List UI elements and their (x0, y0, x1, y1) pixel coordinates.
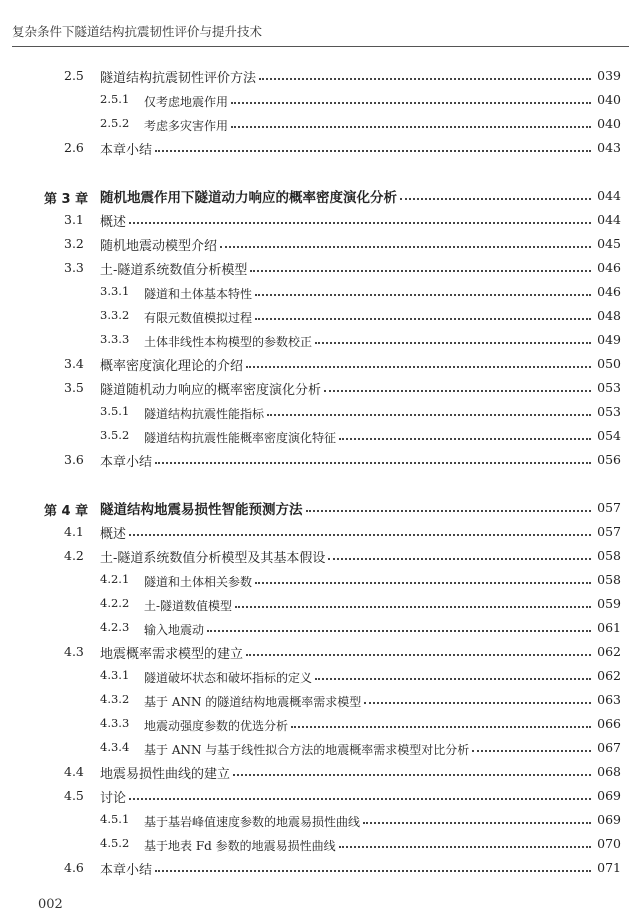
toc-entry (0, 88, 641, 110)
page-ref: 071 (597, 860, 621, 875)
page-ref: 069 (597, 788, 621, 803)
toc-entry (0, 808, 641, 830)
toc-entry (0, 568, 641, 590)
toc-chapter-entry (0, 184, 641, 206)
toc-entry (0, 736, 641, 758)
section-title: 土-隧道系统数值分析模型 (100, 259, 250, 278)
title-leader (100, 544, 591, 566)
title-leader (144, 712, 591, 734)
header-rule (12, 46, 629, 47)
dot-leader (315, 342, 591, 344)
title-leader (100, 520, 591, 542)
toc-chapter-entry (0, 496, 641, 518)
section-number: 3.2 (64, 236, 84, 251)
page-ref: 062 (597, 644, 621, 659)
toc-entry (0, 664, 641, 686)
section-title: 概述 (100, 523, 129, 542)
toc-entry (0, 328, 641, 350)
section-title: 土-隧道系统数值分析模型及其基本假设 (100, 547, 328, 566)
section-number: 4.3.1 (100, 668, 130, 682)
section-title: 隧道和土体相关参数 (144, 573, 255, 590)
section-title: 仅考虑地震作用 (144, 93, 231, 110)
title-leader (100, 136, 591, 158)
title-leader (100, 784, 591, 806)
section-number: 4.3 (64, 644, 84, 659)
section-number: 4.2.3 (100, 620, 130, 634)
dot-leader (250, 270, 591, 272)
page-ref: 040 (597, 92, 621, 107)
toc-entry (0, 856, 641, 878)
section-number: 4.6 (64, 860, 84, 875)
dot-leader (267, 414, 591, 416)
section-number: 3.3.1 (100, 284, 130, 298)
dot-leader (315, 678, 591, 680)
page-ref: 045 (597, 236, 621, 251)
page-ref: 054 (597, 428, 621, 443)
section-number: 4.3.3 (100, 716, 130, 730)
page-ref: 056 (597, 452, 621, 467)
dot-leader (207, 630, 591, 632)
toc-entry (0, 256, 641, 278)
title-leader (144, 304, 591, 326)
page-ref: 048 (597, 308, 621, 323)
toc-entry (0, 688, 641, 710)
page-ref: 044 (597, 212, 621, 227)
title-leader (100, 640, 591, 662)
section-number: 4.5 (64, 788, 84, 803)
page-ref: 053 (597, 380, 621, 395)
page-ref: 066 (597, 716, 621, 731)
page-ref: 040 (597, 116, 621, 131)
section-number: 2.5 (64, 68, 84, 83)
section-number: 3.5.1 (100, 404, 130, 418)
dot-leader (324, 390, 591, 392)
page-ref: 063 (597, 692, 621, 707)
section-number: 4.2.2 (100, 596, 130, 610)
toc-entry (0, 760, 641, 782)
dot-leader (339, 846, 591, 848)
dot-leader (233, 774, 591, 776)
page-ref: 059 (597, 596, 621, 611)
toc-entry (0, 712, 641, 734)
section-title: 本章小结 (100, 139, 155, 158)
page-ref: 061 (597, 620, 621, 635)
title-leader (144, 88, 591, 110)
title-leader (144, 736, 591, 758)
page-ref: 057 (597, 500, 621, 515)
section-title: 隧道结构抗震韧性评价方法 (100, 67, 259, 86)
dot-leader (291, 726, 591, 728)
section-number: 4.2.1 (100, 572, 130, 586)
title-leader (144, 424, 591, 446)
dot-leader (472, 750, 591, 752)
page-ref: 068 (597, 764, 621, 779)
dot-leader (246, 366, 591, 368)
section-title: 土-隧道数值模型 (144, 597, 235, 614)
dot-leader (259, 78, 591, 80)
dot-leader (255, 582, 591, 584)
page-ref: 043 (597, 140, 621, 155)
title-leader (100, 760, 591, 782)
section-number: 第 4 章 (44, 504, 89, 519)
dot-leader (363, 822, 591, 824)
section-number: 3.3.3 (100, 332, 130, 346)
section-number: 4.4 (64, 764, 84, 779)
page-ref: 057 (597, 524, 621, 539)
dot-leader (129, 798, 591, 800)
dot-leader (400, 198, 591, 200)
page-ref: 062 (597, 668, 621, 683)
dot-leader (231, 126, 591, 128)
section-number: 3.3.2 (100, 308, 130, 322)
title-leader (144, 328, 591, 350)
dot-leader (129, 534, 591, 536)
dot-leader (220, 246, 591, 248)
title-leader (100, 208, 591, 230)
section-title: 隧道结构抗震性能指标 (144, 405, 267, 422)
section-title: 有限元数值模拟过程 (144, 309, 255, 326)
toc-entry (0, 400, 641, 422)
section-title: 地震易损性曲线的建立 (100, 763, 233, 782)
title-leader (100, 256, 591, 278)
toc-entry (0, 352, 641, 374)
toc-entry (0, 640, 641, 662)
section-title: 隧道结构抗震性能概率密度演化特征 (144, 429, 339, 446)
title-leader (144, 832, 591, 854)
title-leader (100, 496, 591, 518)
title-leader (144, 592, 591, 614)
dot-leader (231, 102, 591, 104)
section-title: 隧道破坏状态和破坏指标的定义 (144, 669, 315, 686)
title-leader (100, 184, 591, 206)
toc-entry (0, 448, 641, 470)
section-title: 本章小结 (100, 451, 155, 470)
title-leader (100, 64, 591, 86)
toc-entry (0, 544, 641, 566)
dot-leader (255, 318, 591, 320)
section-title: 隧道结构地震易损性智能预测方法 (100, 498, 306, 518)
title-leader (144, 664, 591, 686)
section-title: 随机地震动模型介绍 (100, 235, 220, 254)
toc-entry (0, 520, 641, 542)
toc-entry (0, 616, 641, 638)
dot-leader (129, 222, 591, 224)
section-title: 概率密度演化理论的介绍 (100, 355, 246, 374)
dot-leader (328, 558, 591, 560)
title-leader (144, 280, 591, 302)
toc-entry (0, 280, 641, 302)
toc-entry (0, 208, 641, 230)
section-title: 基于基岩峰值速度参数的地震易损性曲线 (144, 813, 363, 830)
title-leader (100, 856, 591, 878)
section-number: 3.5 (64, 380, 84, 395)
dot-leader (155, 870, 591, 872)
section-title: 基于 ANN 的隧道结构地震概率需求模型 (144, 693, 364, 710)
section-number: 4.5.1 (100, 812, 130, 826)
page-ref: 046 (597, 284, 621, 299)
section-number: 4.3.4 (100, 740, 130, 754)
title-leader (144, 616, 591, 638)
title-leader (100, 352, 591, 374)
dot-leader (306, 510, 592, 512)
page-ref: 050 (597, 356, 621, 371)
section-title: 本章小结 (100, 859, 155, 878)
section-title: 随机地震作用下隧道动力响应的概率密度演化分析 (100, 186, 400, 206)
toc-entry (0, 136, 641, 158)
section-number: 3.5.2 (100, 428, 130, 442)
title-leader (100, 448, 591, 470)
toc-entry (0, 112, 641, 134)
section-number: 3.6 (64, 452, 84, 467)
page-ref: 058 (597, 548, 621, 563)
section-title: 土体非线性本构模型的参数校正 (144, 333, 315, 350)
section-number: 4.2 (64, 548, 84, 563)
section-number: 2.5.2 (100, 116, 130, 130)
dot-leader (155, 462, 591, 464)
section-number: 3.1 (64, 212, 84, 227)
section-title: 地震概率需求模型的建立 (100, 643, 246, 662)
dot-leader (235, 606, 591, 608)
toc-entry (0, 424, 641, 446)
title-leader (100, 232, 591, 254)
dot-leader (364, 702, 591, 704)
section-title: 基于 ANN 与基于线性拟合方法的地震概率需求模型对比分析 (144, 741, 472, 758)
section-number: 2.6 (64, 140, 84, 155)
section-title: 输入地震动 (144, 621, 207, 638)
dot-leader (339, 438, 591, 440)
dot-leader (255, 294, 591, 296)
page-ref: 067 (597, 740, 621, 755)
toc-entry (0, 64, 641, 86)
section-number: 3.3 (64, 260, 84, 275)
title-leader (144, 112, 591, 134)
dot-leader (246, 654, 591, 656)
section-title: 隧道随机动力响应的概率密度演化分析 (100, 379, 324, 398)
title-leader (144, 400, 591, 422)
title-leader (144, 568, 591, 590)
page-ref: 070 (597, 836, 621, 851)
page-number: 002 (38, 897, 63, 912)
toc-entry (0, 832, 641, 854)
section-title: 概述 (100, 211, 129, 230)
section-title: 地震动强度参数的优选分析 (144, 717, 291, 734)
toc-entry (0, 784, 641, 806)
section-number: 3.4 (64, 356, 84, 371)
page-ref: 058 (597, 572, 621, 587)
section-title: 考虑多灾害作用 (144, 117, 231, 134)
title-leader (144, 688, 591, 710)
toc-entry (0, 304, 641, 326)
section-number: 4.1 (64, 524, 84, 539)
section-title: 讨论 (100, 787, 129, 806)
section-title: 基于地表 Fd 参数的地震易损性曲线 (144, 837, 339, 854)
running-header: 复杂条件下隧道结构抗震韧性评价与提升技术 (12, 24, 263, 39)
toc-entry (0, 376, 641, 398)
title-leader (144, 808, 591, 830)
section-title: 隧道和土体基本特性 (144, 285, 255, 302)
section-number: 2.5.1 (100, 92, 130, 106)
page-ref: 044 (597, 188, 621, 203)
title-leader (100, 376, 591, 398)
dot-leader (155, 150, 591, 152)
page-ref: 049 (597, 332, 621, 347)
page-ref: 053 (597, 404, 621, 419)
page-ref: 069 (597, 812, 621, 827)
section-number: 4.5.2 (100, 836, 130, 850)
section-number: 4.3.2 (100, 692, 130, 706)
toc-entry (0, 232, 641, 254)
section-number: 第 3 章 (44, 192, 89, 207)
toc-entry (0, 592, 641, 614)
page-ref: 039 (597, 68, 621, 83)
page-ref: 046 (597, 260, 621, 275)
